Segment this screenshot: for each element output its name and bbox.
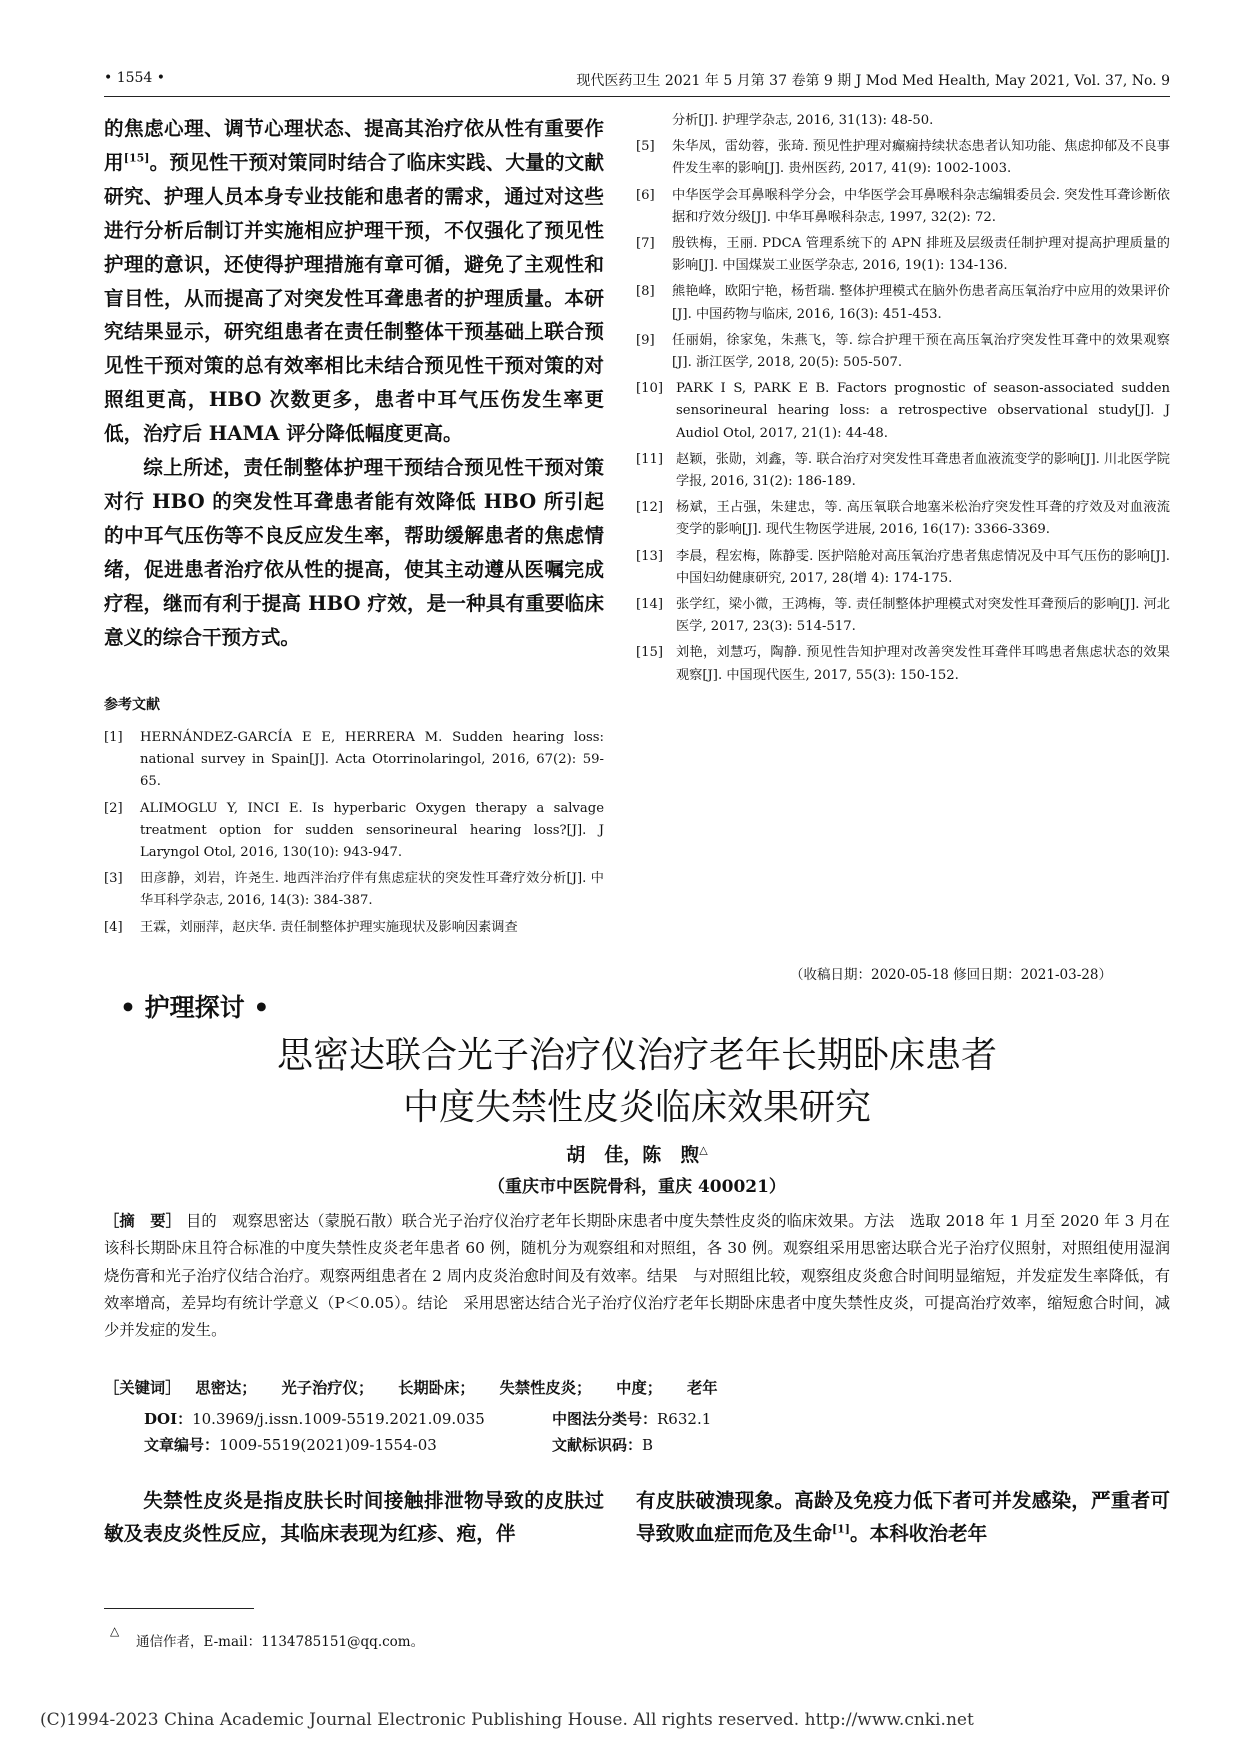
references-right-list [636, 110, 1170, 691]
reference-text: 赵颖，张勋，刘鑫，等. 联合治疗对突发性耳聋患者血液流变学的影响[J]. 川北医学院学报, 2016, 31(2): 186-189. [676, 451, 1170, 490]
text-run: 有皮肤破溃现象。高龄及免疫力低下者可并发感染，严重者可导致败血症而危及生命 [636, 1489, 1170, 1545]
text-run: 。本科收治老年 [850, 1522, 988, 1545]
keyword: 老年 [686, 1379, 718, 1397]
section-tag: • 护理探讨 • [120, 993, 270, 1022]
abstract-label: ［摘 要］ [104, 1212, 182, 1230]
reference-item [636, 136, 1170, 180]
footnote-text: 通信作者，E-mail：1134785151@qq.com。 [136, 1634, 425, 1650]
reference-item [636, 642, 1170, 686]
reference-item [636, 546, 1170, 590]
journal-citation-line: 现代医药卫生 2021 年 5 月第 37 卷第 9 期 J Mod Med Health, May 2021, Vol. 37, No. 9 [576, 73, 1170, 89]
reference-item [636, 185, 1170, 229]
reference-number: [4] [104, 919, 123, 935]
keywords [104, 1376, 1170, 1398]
affiliation: （重庆市中医院骨科，重庆 400021） [488, 1177, 786, 1197]
footnote [110, 1624, 425, 1650]
references-left-list [104, 727, 604, 943]
reference-number: [7] [636, 236, 655, 252]
reference-number: [3] [104, 871, 123, 887]
reference-number: [2] [104, 800, 123, 816]
authors [104, 1140, 1170, 1167]
reference-number: [14] [636, 597, 664, 613]
page-number: • 1554 • [104, 70, 166, 86]
article-number [144, 1434, 437, 1455]
reference-text: 殷铁梅，王丽. PDCA 管理系统下的 APN 排班及层级责任制护理对提高护理质量的影响[J]. 中国煤炭工业医学杂志, 2016, 19(1): 134-136. [672, 236, 1170, 274]
reference-text: 分析[J]. 护理学杂志, 2016, 31(13): 48-50. [672, 113, 934, 128]
reference-item [104, 727, 604, 794]
running-header [104, 64, 1170, 97]
citation-mark: [15] [123, 151, 150, 165]
references-heading: 参考文献 [104, 697, 160, 713]
article-number-value: 1009-5519(2021)09-1554-03 [219, 1436, 437, 1454]
keyword: 长期卧床； [398, 1379, 475, 1397]
reference-number: [13] [636, 548, 664, 564]
reference-text: 杨斌，王占强，朱建忠，等. 高压氧联合地塞米松治疗突发性耳聋的疗效及对血液流变学的影响[J]. 现代生物医学进展, 2016, 16(17): 3366-3369. [676, 500, 1170, 538]
doi-value: 10.3969/j.issn.1009-5519.2021.09.035 [192, 1410, 485, 1428]
keyword: 思密达； [195, 1379, 257, 1397]
title-line-2: 中度失禁性皮炎临床效果研究 [402, 1087, 871, 1128]
reference-item [104, 868, 604, 912]
reference-text: 朱华凤，雷幼蓉，张琦. 预见性护理对癫痫持续状态患者认知功能、焦虑抑郁及不良事件发生率的影响[J]. 贵州医药, 2017, 41(9): 1002-1003. [672, 139, 1170, 177]
article-number-label: 文章编号： [144, 1436, 220, 1454]
reference-number: [8] [636, 284, 655, 300]
reference-number: [12] [636, 500, 664, 516]
reference-text: HERNÁNDEZ-GARCÍA E E, HERRERA M. Sudden hearing loss: national survey in Spain[J]. Acta Otorrinolaringol, 2016, 67(2): 59-65. [140, 730, 604, 790]
keyword: 中度； [616, 1379, 663, 1397]
reference-text: 王霖，刘丽萍，赵庆华. 责任制整体护理实施现状及影响因素调查 [140, 919, 518, 935]
reference-text: 中华医学会耳鼻喉科学分会，中华医学会耳鼻喉科杂志编辑委员会. 突发性耳聋诊断依据和疗效分级[J]. 中华耳鼻喉科杂志, 1997, 32(2): 72. [672, 187, 1170, 225]
doi [144, 1408, 485, 1429]
article-title [104, 1030, 1170, 1134]
reference-item [636, 378, 1170, 445]
new-article-right-column [636, 1484, 1170, 1550]
author-names: 胡 佳，陈 煦 [566, 1144, 700, 1166]
reference-item [636, 330, 1170, 374]
reference-item [636, 110, 1170, 132]
reference-text: 刘艳，刘慧巧，陶静. 预见性告知护理对改善突发性耳聋伴耳鸣患者焦虑状态的效果观察[J]. 中国现代医生, 2017, 55(3): 150-152. [676, 645, 1170, 683]
keyword: 失禁性皮炎； [499, 1379, 592, 1397]
reference-text: 田彦静，刘岩，许尧生. 地西泮治疗伴有焦虑症状的突发性耳聋疗效分析[J]. 中华耳科学杂志, 2016, 14(3): 384-387. [140, 871, 604, 909]
reference-item [636, 449, 1170, 493]
received-revised-dates: （收稿日期：2020-05-18 修回日期：2021-03-28） [790, 967, 1112, 983]
reference-number: [5] [636, 139, 655, 155]
abstract-text: 目的 观察思密达（蒙脱石散）联合光子治疗仪治疗老年长期卧床患者中度失禁性皮炎的临床效果。方法 选取 2018 年 1 月至 2020 年 3 月在该科长期卧床且符合标准的中度失禁性皮炎老年患者 60 例，随机分为观察组和对照组，各 30 例。观察组采用思密达联合光子治疗仪照射，对照组使用湿润烧伤膏和光子治疗仪结合治疗。观察两组患者在 2 周内皮炎治愈时间及有效率。结果 与对照组比较，观察组皮炎愈合时间明显缩短，并发症发生率降低，有效率增高，差异均有统计学意义（P＜0.05）。结论 采用思密达结合光子治疗仪治疗老年长期卧床患者中度失禁性皮炎，可提高治疗效率，缩短愈合时间，减少并发症的发生。 [104, 1212, 1170, 1340]
reference-number: [6] [636, 187, 655, 203]
reference-text: PARK I S, PARK E B. Factors prognostic of season-associated sudden sensorineural hearing loss: a retrospective observational study[J]. J Audiol Otol, 2017, 21(1): 44-48. [676, 381, 1170, 441]
reference-number: [10] [636, 381, 664, 397]
corresponding-author-mark: △ [699, 1143, 708, 1157]
text-run: 。预见性干预对策同时结合了临床实践、大量的文献研究、护理人员本身专业技能和患者的需求，通过对这些进行分析后制订并实施相应护理干预，不仅强化了预见性护理的意识，还使得护理措施有章可循，避免了主观性和盲目性，从而提高了对突发性耳聋患者的护理质量。本研究结果显示，研究组患者在责任制整体干预基础上联合预见性干预对策的总有效率相比未结合预见性干预对策的对照组更高，HBO 次数更多，患者中耳气压伤发生率更低，治疗后 HAMA 评分降低幅度更高。 [104, 150, 605, 446]
reference-item [636, 233, 1170, 277]
reference-item [636, 281, 1170, 325]
keyword: 光子治疗仪； [281, 1379, 374, 1397]
text-run: 的焦虑心理、调节心理状态、提高其治疗依从性有重要作用 [104, 117, 604, 174]
reference-item [636, 594, 1170, 638]
footnote-mark: △ [110, 1624, 120, 1638]
reference-number: [15] [636, 645, 664, 661]
clc-label: 中图法分类号： [552, 1410, 658, 1428]
document-code-label: 文献标识码： [552, 1436, 643, 1454]
clc-value: R632.1 [657, 1410, 712, 1428]
body-paragraph [104, 112, 604, 451]
clc-number [552, 1408, 711, 1429]
footnote-rule [104, 1608, 254, 1609]
prev-article-left-column [104, 112, 604, 655]
keywords-label: ［关键词］ [104, 1379, 181, 1397]
reference-item [636, 497, 1170, 541]
reference-number: [1] [104, 730, 123, 745]
reference-text: 李晨，程宏梅，陈静雯. 医护陪舱对高压氧治疗患者焦虑情况及中耳气压伤的影响[J]. 中国妇幼健康研究, 2017, 28(增 4): 174-175. [676, 548, 1170, 586]
reference-item [104, 798, 604, 865]
reference-item [104, 917, 604, 939]
title-line-1: 思密达联合光子治疗仪治疗老年长期卧床患者 [276, 1035, 997, 1076]
citation-mark: [1] [831, 1522, 851, 1536]
body-paragraph: 失禁性皮炎是指皮肤长时间接触排泄物导致的皮肤过敏及表皮炎性反应，其临床表现为红疹、疱，伴 [104, 1489, 604, 1545]
doi-label: DOI： [144, 1410, 193, 1428]
conclusion-paragraph: 综上所述，责任制整体护理干预结合预见性干预对策对行 HBO 的突发性耳聋患者能有效降低 HBO 所引起的中耳气压伤等不良反应发生率，帮助缓解患者的焦虑情绪，促进患者治疗依从性的提高，使其主动遵从医嘱完成疗程，继而有利于提高 HBO 疗效，是一种具有重要临床意义的综合干预方式。 [104, 456, 604, 649]
reference-number: [9] [636, 332, 655, 348]
document-code [552, 1434, 653, 1455]
reference-number: [11] [636, 451, 664, 467]
reference-text: 任丽娟，徐家兔，朱燕飞，等. 综合护理干预在高压氧治疗突发性耳聋中的效果观察[J]. 浙江医学, 2018, 20(5): 505-507. [672, 332, 1170, 371]
body-paragraph [636, 1484, 1170, 1550]
reference-text: 熊艳峰，欧阳宁艳，杨哲瑞. 整体护理模式在脑外伤患者高压氧治疗中应用的效果评价[J]. 中国药物与临床, 2016, 16(3): 451-453. [672, 284, 1170, 322]
copyright-watermark: (C)1994-2023 China Academic Journal Electronic Publishing House. All rights reserved. http://www.cnki.net [40, 1710, 974, 1730]
reference-text: ALIMOGLU Y, INCI E. Is hyperbaric Oxygen therapy a salvage treatment option for sudden sensorineural hearing loss?[J]. J Laryngol Otol, 2016, 130(10): 943-947. [140, 800, 604, 861]
new-article-left-column [104, 1484, 604, 1550]
document-code-value: B [642, 1436, 654, 1454]
abstract [104, 1208, 1170, 1344]
reference-text: 张学红，梁小微，王鸿梅，等. 责任制整体护理模式对突发性耳聋预后的影响[J]. 河北医学, 2017, 23(3): 514-517. [676, 597, 1170, 635]
